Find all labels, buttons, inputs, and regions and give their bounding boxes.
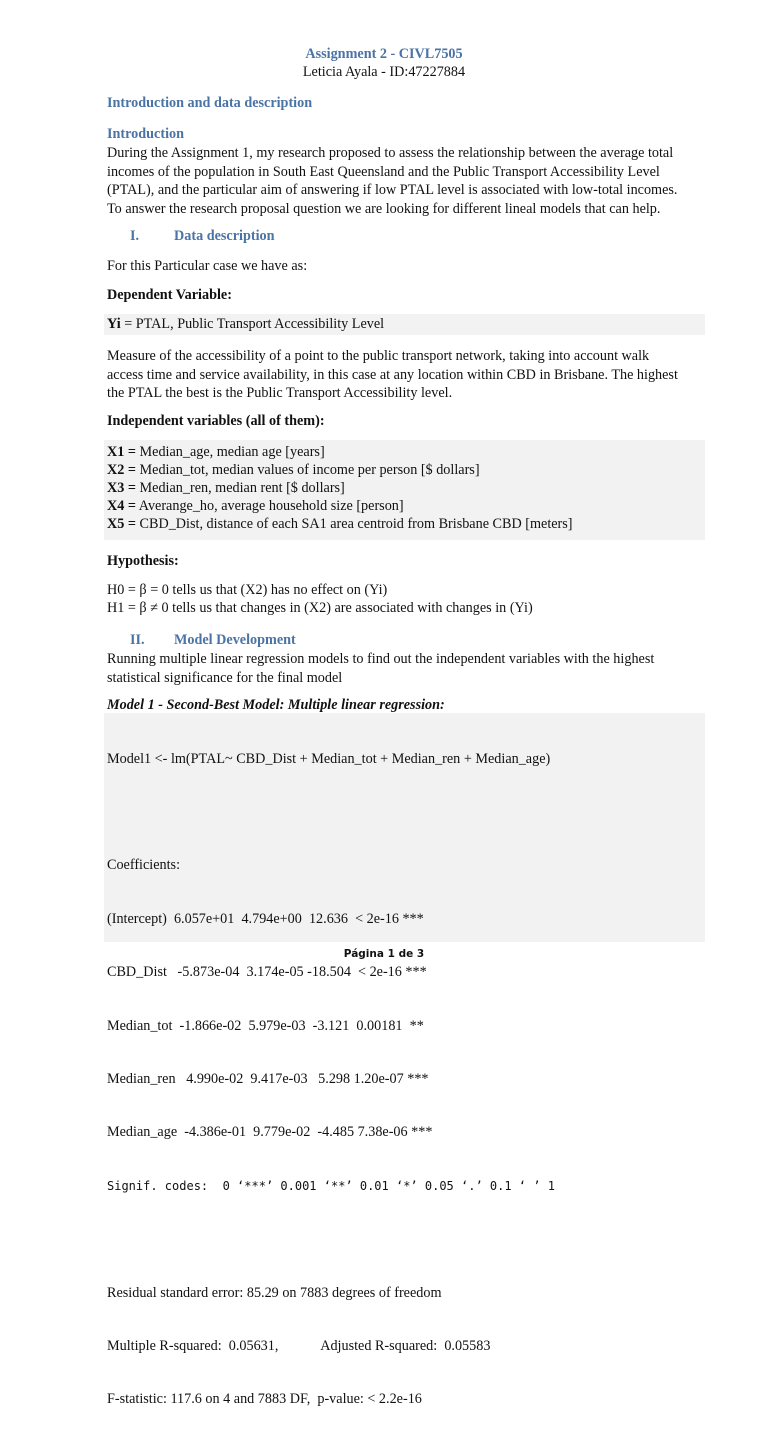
intro-line: To answer the research proposal question we are looking for different lineal models that can help. bbox=[107, 200, 661, 217]
subheading-introduction: Introduction bbox=[107, 126, 184, 142]
variable-item: X4 = Averange_ho, average household size [person] bbox=[107, 498, 404, 514]
data-lead-text: For this Particular case we have as: bbox=[107, 258, 308, 274]
measure-line: Measure of the accessibility of a point to the public transport network, taking into account walk bbox=[107, 348, 650, 364]
section-numeral-i: I. bbox=[130, 228, 140, 244]
code-line: Multiple R-squared: 0.05631, Adjusted R-squared: 0.05583 bbox=[107, 1337, 491, 1354]
intro-line: (PTAL), and the particular aim of answering if low PTAL level is associated with low-total incomes. bbox=[107, 182, 678, 198]
yi-definition: = PTAL, Public Transport Accessibility Level bbox=[120, 316, 385, 332]
code-line: Median_age -4.386e-01 9.779e-02 -4.485 7.38e-06 *** bbox=[107, 1124, 433, 1141]
code-line: Coefficients: bbox=[107, 857, 181, 874]
intro-line: During the Assignment 1, my research proposed to assess the relationship between the average total bbox=[107, 145, 674, 161]
code-line: Residual standard error: 85.29 on 7883 degrees of freedom bbox=[107, 1284, 442, 1301]
code-line bbox=[107, 804, 555, 822]
hypothesis-label: Hypothesis: bbox=[107, 553, 179, 569]
document-title: Assignment 2 - CIVL7505 bbox=[305, 46, 463, 62]
variable-item: X2 = Median_tot, median values of income per person [$ dollars] bbox=[107, 462, 480, 478]
page-number: Página 1 de 3 bbox=[343, 948, 425, 960]
dependent-variable-label: Dependent Variable: bbox=[107, 287, 232, 303]
dependent-variable-line bbox=[107, 316, 384, 333]
code-line: CBD_Dist -5.873e-04 3.174e-05 -18.504 < 2e-16 *** bbox=[107, 964, 427, 981]
model-intro-line: Running multiple linear regression models to find out the independent variables with the highest bbox=[107, 651, 655, 667]
hypothesis-h0: H0 = β = 0 tells us that (X2) has no effect on (Yi) bbox=[107, 582, 388, 598]
code-line: (Intercept) 6.057e+01 4.794e+00 12.636 < 2e-16 *** bbox=[107, 910, 424, 927]
section-numeral-ii: II. bbox=[130, 632, 145, 648]
section-heading-model-development: Model Development bbox=[174, 632, 296, 648]
introduction-paragraph bbox=[107, 144, 705, 218]
code-line bbox=[107, 1231, 555, 1249]
code-line: F-statistic: 117.6 on 4 and 7883 DF, p-value: < 2.2e-16 bbox=[107, 1391, 422, 1408]
code-line: Median_ren 4.990e-02 9.417e-03 5.298 1.20e-07 *** bbox=[107, 1070, 429, 1087]
measure-line: the PTAL the best is the Public Transport Accessibility level. bbox=[107, 385, 453, 401]
model-development-paragraph bbox=[107, 650, 705, 687]
independent-variables-list bbox=[107, 443, 705, 533]
model1-output bbox=[107, 715, 555, 1445]
model-intro-line: statistical significance for the final model bbox=[107, 669, 343, 686]
code-line: Model1 <- lm(PTAL~ CBD_Dist + Median_tot + Median_ren + Median_age) bbox=[107, 750, 551, 767]
independent-variables-label: Independent variables (all of them): bbox=[107, 413, 325, 429]
author-line: Leticia Ayala - ID:47227884 bbox=[302, 64, 466, 80]
yi-label: Yi bbox=[107, 316, 121, 332]
variable-item: X5 = CBD_Dist, distance of each SA1 area centroid from Brisbane CBD [meters] bbox=[107, 516, 573, 532]
measure-line: access time and service availability, in this case at any location within CBD in Brisbane. The highest bbox=[107, 366, 678, 383]
section-heading-introduction-data: Introduction and data description bbox=[107, 95, 313, 111]
variable-item: X3 = Median_ren, median rent [$ dollars] bbox=[107, 480, 345, 496]
code-line: Median_tot -1.866e-02 5.979e-03 -3.121 0.00181 ** bbox=[107, 1017, 424, 1034]
model1-title: Model 1 - Second-Best Model: Multiple linear regression: bbox=[107, 697, 445, 713]
intro-line: incomes of the population in South East Queensland and the Public Transport Accessibility Level bbox=[107, 163, 660, 180]
variable-item: X1 = Median_age, median age [years] bbox=[107, 444, 325, 460]
section-heading-data-description: Data description bbox=[174, 228, 275, 244]
hypothesis-h1: H1 = β ≠ 0 tells us that changes in (X2) are associated with changes in (Yi) bbox=[107, 600, 533, 616]
code-line: Signif. codes: 0 ‘***’ 0.001 ‘**’ 0.01 ‘*’ 0.05 ‘.’ 0.1 ‘ ’ 1 bbox=[107, 1178, 555, 1193]
measure-paragraph bbox=[107, 347, 705, 403]
